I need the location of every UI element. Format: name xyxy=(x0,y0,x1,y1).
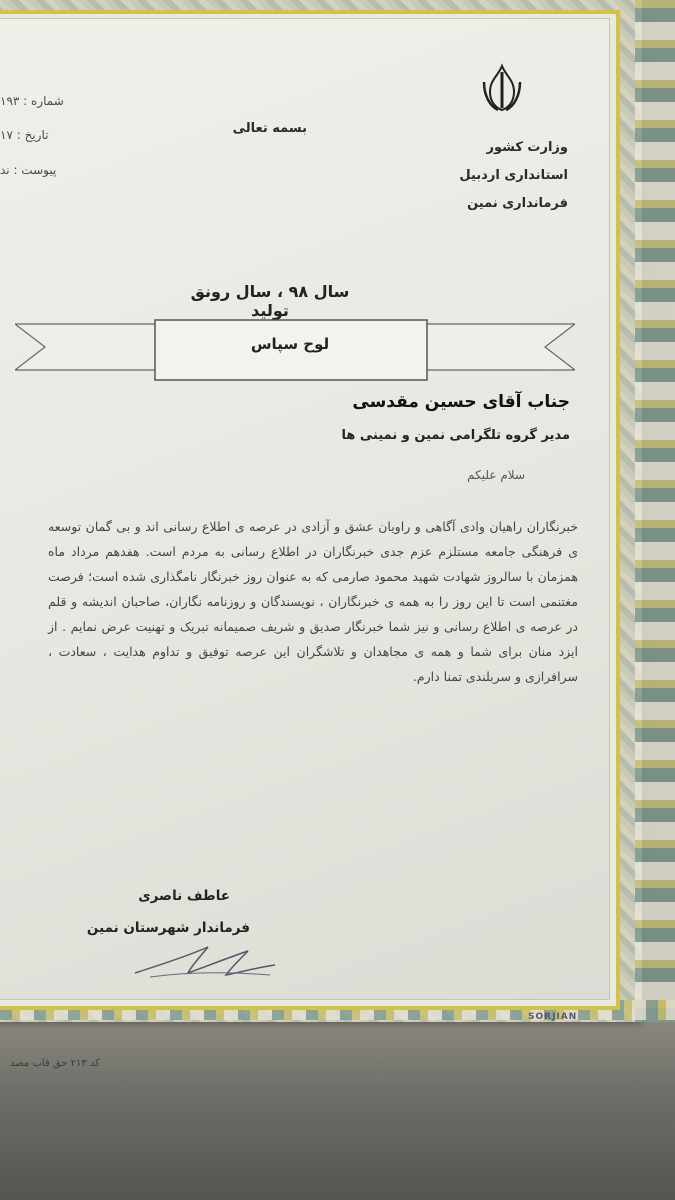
handwritten-signature xyxy=(130,935,280,985)
recipient-name: جناب آقای حسین مقدسی xyxy=(352,392,570,412)
iran-emblem-icon xyxy=(478,62,526,114)
signer-name: عاطف ناصری xyxy=(138,888,230,904)
frame-ornament-right xyxy=(635,0,675,1022)
letter-date: تاریخ : ۱۷ xyxy=(0,128,49,142)
certificate-paper xyxy=(0,18,610,1000)
org-ministry: وزارت کشور xyxy=(486,140,568,155)
recipient-position: مدیر گروه تلگرامی نمین و نمینی ها xyxy=(341,428,570,443)
certificate-title: لوح سپاس xyxy=(250,335,330,353)
letter-number: شماره : ۱۹۳ xyxy=(0,94,64,108)
greeting: سلام علیکم xyxy=(467,468,525,482)
signer-title: فرماندار شهرستان نمین xyxy=(86,920,250,936)
year-slogan: سال ۹۸ ، سال رونق تولید xyxy=(190,282,350,320)
bismillah: بسمه تعالی xyxy=(232,121,307,136)
org-county: فرمانداری نمین xyxy=(467,196,568,211)
letter-attachment: پیوست : ند xyxy=(0,163,57,177)
background-surface xyxy=(0,1020,675,1200)
frame-back-label: کد ۲۱۳ حق قاب مصد xyxy=(10,1058,100,1069)
frame-brand-logo: SORJIAN xyxy=(528,1012,578,1022)
certificate-body: خبرنگاران راهیان وادی آگاهی و راویان عشق و آزادی در عرصه ی اطلاع رسانی اند و بی گمان توسعه ی فرهنگی جامعه مستلزم عزم جدی خبرنگاران در اطلاع رسانی به مردم است. هفدهم مرداد ماه همزمان با سالروز شهادت شهید محمود صارمی که به عنوان روز خبرنگار نامگذاری شده است؛ فرصت مغتنمی است تا این روز را به همه ی خبرنگاران ، نویسندگان و روزنامه نگاران، صاحبان اندیشه و قلم در عرصه ی اطلاع رسانی و نیز شما خبرنگار صدیق و شریف صمیمانه تبریک و تهنیت عرض نمایم . از ایزد منان برای شما و همه ی مجاهدان و تلاشگران این عرصه توفیق و تداوم هدایت ، سعادت ، سرافرازی و سربلندی تمنا دارم. xyxy=(48,519,578,684)
org-province: استانداری اردبیل xyxy=(459,168,568,183)
